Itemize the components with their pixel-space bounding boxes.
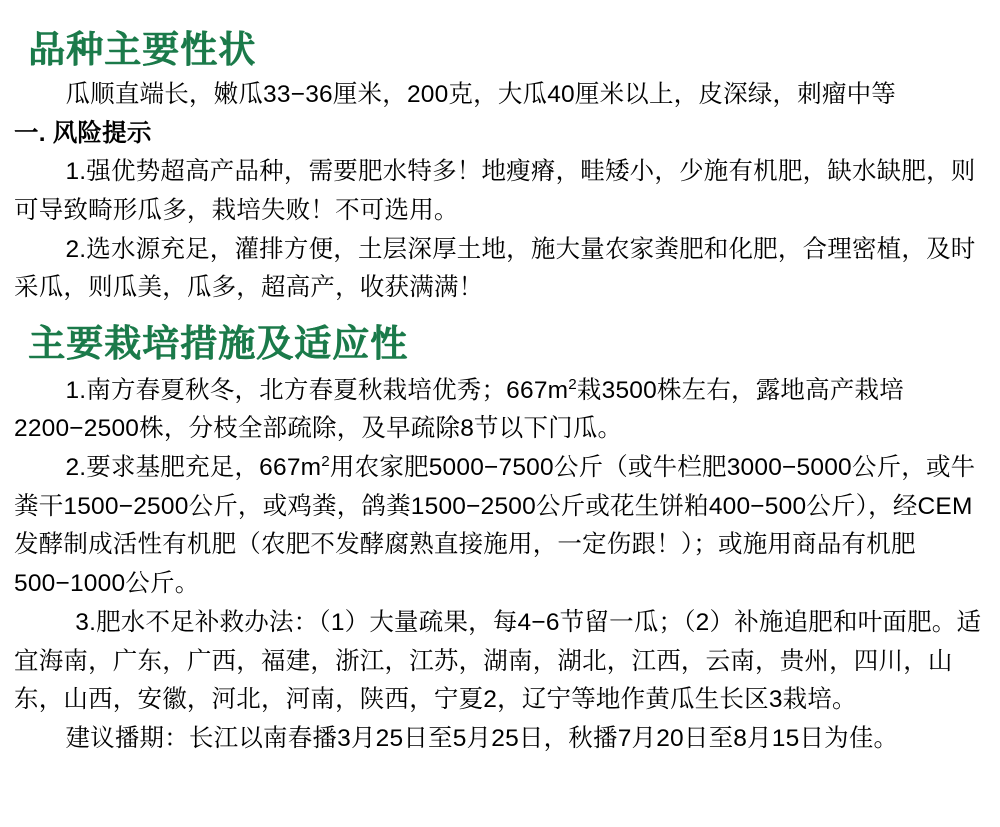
variety-traits-paragraph: 瓜顺直端长，嫩瓜33−36厘米，200克，大瓜40厘米以上，皮深绿，刺瘤中等: [65, 80, 896, 108]
risk-warning-item-1: 1.强优势超高产品种，需要肥水特多！地瘦瘠，畦矮小，少施有机肥，缺水缺肥，则可导致畸形瓜多，栽培失败！不可选用。: [14, 158, 976, 224]
cultivation-item-2-superscript: 2: [321, 452, 330, 470]
cultivation-item-1-superscript: 2: [568, 375, 577, 393]
cultivation-item-1: [14, 372, 986, 449]
cultivation-item-2: [14, 449, 986, 604]
risk-warning-item-2: 2.选水源充足，灌排方便，土层深厚土地，施大量农家粪肥和化肥，合理密植，及时采瓜，则瓜美，瓜多，超高产，收获满满！: [14, 235, 976, 302]
cultivation-item-1-post: 栽3500株左右，露地高产栽培2200−2500株，分枝全部疏除，及早疏除8节以下门瓜。: [14, 376, 904, 443]
section-heading-cultivation-measures: 主要栽培措施及适应性: [28, 321, 408, 365]
cultivation-item-1-pre: 1.南方春夏秋冬，北方春夏秋栽培优秀；667m: [65, 376, 569, 404]
risk-warning-label: 一. 风险提示: [14, 120, 152, 148]
sowing-period-note: 建议播期：长江以南春播3月25日至5月25日，秋播7月20日至8月15日为佳。: [65, 724, 899, 752]
cultivation-item-3: 3.肥水不足补救办法：（1）大量疏果，每4−6节留一瓜；（2）补施追肥和叶面肥。适宜海南，广东，广西，福建，浙江，江苏，湖南，湖北，江西，云南，贵州，四川，山东，山西，安徽，河北，河南，陕西，宁夏2，辽宁等地作黄瓜生长区3栽培。: [14, 608, 982, 714]
cultivation-item-2-pre: 2.要求基肥充足，667m: [65, 453, 322, 481]
section-heading-variety-traits: 品种主要性状: [28, 28, 256, 71]
cultivation-item-2-post: 用农家肥5000−7500公斤（或牛栏肥3000−5000公斤，或牛粪干1500−2500公斤，或鸡粪，鸽粪1500−2500公斤或花生饼粕400−500公斤），经CEM发酵制成活性有机肥（农肥不发酵腐熟直接施用，一定伤跟！）；或施用商品有机肥500−1000公斤。: [14, 453, 976, 598]
